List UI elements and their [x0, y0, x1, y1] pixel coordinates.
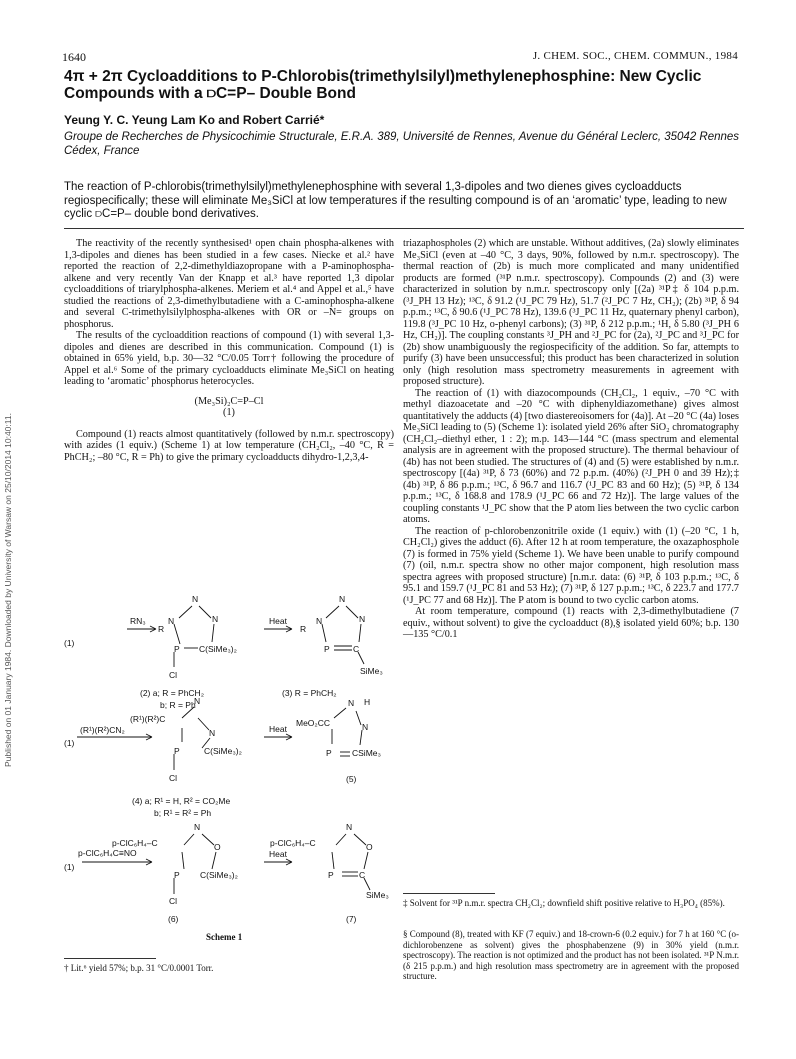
atom-n: N [348, 698, 355, 708]
atom-n: N [339, 594, 346, 604]
footnote-section: § Compound (8), treated with KF (7 equiv.) and 18-crown-6 (0.2 equiv.) for 7 h at 160 °C (o-dichlorobenzene as solvent) gives the phosphabenzene (9) in 30% yield (n.m.r. spectroscopy). The reaction is not optimized and the product has not been isolated. ³¹P N.m.r. (δ 215 p.p.m.) and high resolution mass spectrometry are in agreement with the proposed structure. [403, 929, 739, 981]
heat-label: Heat [269, 724, 287, 734]
affiliation: Groupe de Recherches de Physicochimie Structurale, E.R.A. 389, Université de Rennes, Avenue du Général Leclerc, 35042 Rennes Cédex, France [64, 131, 740, 157]
paragraph: Compound (1) reacts almost quantitatively (followed by n.m.r. spectroscopy) with azides (1 equiv.) (Scheme 1) at low temperature (CH₂Cl₂, –40 °C, R = PhCH₂; –80 °C, R = Ph) to give the primary cycloadducts dihydro-1,2,3,4- [64, 428, 394, 463]
sime3-group: SiMe₃ [360, 666, 383, 676]
atom-n: N [359, 614, 366, 624]
atom-cl: Cl [169, 773, 178, 783]
atom-h: H [364, 697, 371, 707]
csi-group: C(SiMe₃)₂ [204, 746, 242, 756]
aryl-group: p-ClC₆H₄–C [270, 838, 316, 848]
atom-n: N [346, 822, 353, 832]
atom-o: O [366, 842, 373, 852]
atom-p: P [326, 748, 332, 758]
atom-n: N [362, 722, 369, 732]
paragraph: triazaphospholes (2) which are unstable. Without additives, (2a) slowly eliminates Me₃SiCl (even at –40 °C, 3 days, 90%, followed by n.m.r. spectroscopy). The thermal reaction of (2b) is much more complicated and many unidentified products are formed (³¹P n.m.r. spectroscopy). Compounds (2) and (3) were characterized in solution by n.m.r. spectroscopy only [(2a) ³¹P‡ δ 104 p.p.m. (³J_PH 13 Hz); ¹³C, δ 91.2 (¹J_PC 79 Hz), 51.7 (²J_PC 7 Hz, CH₂); (2b) ³¹P, δ 94 p.p.m.; ¹³C, δ 90.6 (¹J_PC 78 Hz), 139.6 (³J_PC 11 Hz, quaternary phenyl carbon), 119.8 (³J_PC 10 Hz, o-phenyl carbons); (3) ³¹P, δ 212 p.p.m.; ¹H, δ 5.80 (³J_PH 6 Hz, CH₂)]. The coupling constants ³J_PH and ²J_PC for (2a), ²J_PC and ³J_PC for (2b) show unambiguously the regiospecificity of the addition. So far, attempts to purify (3) have been unsuccessful; this product has been characterized in solution only (high resolution mass spectrometry measurements in agreement with proposed structure). [403, 238, 739, 387]
heat-label: Heat [269, 849, 287, 859]
csi-group: C(SiMe₃)₂ [199, 644, 237, 654]
paragraph: The reactivity of the recently synthesised¹ open chain phospha-alkenes with 1,3-dipoles and dienes has been studied in a few cases. Niecke et al.² have reported the reaction of 2,2-dimethyldiazopropane with a P-aminophospha-alkene and very recently Van der Knapp et al.³ have reported 1,3 dipolar cycloadditions of triarylphospha-alkenes. Meriem et al.⁴ and Appel et al.,⁵ have studied the reactions of 2,3-dimethylbutadiene with a C-aminophospha-alkene and several C-trimethylsilylphospha-alkenes with OR or –N= groups on phosphorus. [64, 238, 394, 330]
substituent-r: R [158, 624, 165, 634]
atom-p: P [174, 870, 180, 880]
heat-label: Heat [269, 616, 287, 626]
paragraph: The results of the cycloaddition reactions of compound (1) with several 1,3-dipoles and dienes are described in this communication. Compound (1) is obtained in 65% yield, b.p. 30—32 °C/0.05 Torr† following the procedure of Appel et al.⁶ Some of the primary cycloadducts eliminate Me₃SiCl on heating leading to ‘aromatic’ phosphorus heterocycles. [64, 330, 394, 387]
footnote-dagger: † Lit.⁶ yield 57%; b.p. 31 °C/0.0001 Torr. [64, 963, 214, 973]
compound-4a: (4) a; R¹ = H, R² = CO₂Me [132, 796, 231, 806]
compound-2b: b; R = Ph [160, 700, 196, 710]
substituent-r: R [300, 624, 307, 634]
abstract-divider [64, 228, 744, 229]
compound-3: (3) R = PhCH₂ [282, 688, 337, 698]
atom-p: P [324, 644, 330, 654]
atom-cl: Cl [169, 670, 178, 680]
compound-4b: b; R¹ = R² = Ph [154, 808, 212, 818]
atom-c: C [353, 644, 360, 654]
atom-n: N [194, 822, 201, 832]
aryl-group: p-ClC₆H₄–C [112, 838, 158, 848]
footnote-right-block [403, 893, 739, 909]
abstract: The reaction of P-chlorobis(trimethylsilyl)methylenephosphine with several 1,3-dipoles and two dienes gives cycloadducts regiospecifically; these will eliminate Me₃SiCl at low temperatures if the resulting compound is of an ‘aromatic’ type, leading to new cyclic ⫐C=P– double bond derivatives. [64, 181, 727, 220]
sime3-group: SiMe₃ [366, 890, 389, 900]
compound-label: (1) [64, 862, 75, 872]
atom-n: N [316, 616, 323, 626]
atom-o: O [214, 842, 221, 852]
csi-group: C(SiMe₃)₂ [200, 870, 238, 880]
atom-c: C [359, 870, 366, 880]
compound-6: (6) [168, 914, 179, 924]
compound-2a: (2) a; R = PhCH₂ [140, 688, 204, 698]
left-column [64, 238, 394, 463]
paragraph: At room temperature, compound (1) reacts with 2,3-dimethylbutadiene (7 equiv., without solvent) to give the cycloadduct (8),§ isolated yield 60%; b.p. 130—135 °C/0.1 [403, 606, 739, 640]
page-number: 1640 [62, 50, 86, 64]
atom-p: P [328, 870, 334, 880]
atom-cl: Cl [169, 896, 178, 906]
atom-p: P [174, 746, 180, 756]
footnote-double-dagger: ‡ Solvent for ³¹P n.m.r. spectra CH₂Cl₂; downfield shift positive relative to H₃PO₄ (85%). [403, 898, 725, 908]
provenance-sidebar [1, 155, 15, 1025]
compound-7: (7) [346, 914, 357, 924]
atom-n: N [194, 696, 201, 706]
provenance-text: Published on 01 January 1984. Downloaded by University of Warsaw on 25/10/2014 10:40:11. [3, 413, 13, 767]
reagent: (R¹)(R²)CN₂ [80, 725, 125, 735]
csime3-group: CSiMe₃ [352, 748, 381, 758]
compound-label: (1) [64, 738, 75, 748]
atom-p: P [174, 644, 180, 654]
scheme-caption: Scheme 1 [206, 932, 243, 942]
atom-n: N [212, 614, 219, 624]
authors: Yeung Y. C. Yeung Lam Ko and Robert Carrié* [64, 113, 325, 127]
footnote-divider [403, 893, 495, 894]
reagent: p-ClC₆H₄C≡NO [78, 848, 137, 858]
r1r2c-group: (R¹)(R²)C [130, 714, 166, 724]
right-column [403, 238, 739, 641]
footnote-divider [64, 958, 156, 959]
atom-n: N [168, 616, 175, 626]
journal-header: J. CHEM. SOC., CHEM. COMMUN., 1984 [532, 50, 738, 62]
reagent: RN₃ [130, 616, 146, 626]
compound-label: (1) [64, 638, 75, 648]
formula-label: (1) [223, 407, 235, 418]
atom-n: N [192, 594, 199, 604]
paragraph: The reaction of (1) with diazocompounds (CH₂Cl₂, 1 equiv., –70 °C with methyl diazoacetate and –20 °C with diphenyldiazomethane) gives almost quantitatively the adducts (4) [two diastereoisomers for (4a)]. At –20 °C (4a) loses Me₃SiCl leading to (5) (Scheme 1): isolated yield 26% after SiO₂ chromatography (CH₂Cl₂–diethyl ether, 1 : 2); m.p. 143—144 °C (mass spectrum and elemental analysis are in agreement with the proposed structure). The thermal behaviour of (4b) has not been studied. The structures of (4) and (5) were established by n.m.r. spectroscopy [(4a) ³¹P, δ 73 (60%) and 72 p.p.m. (40%) (²J_PH 0 and 39 Hz);‡ (4b) ³¹P, δ 86 p.p.m.; ¹³C, δ 96.7 and 116.7 (¹J_PC 83 and 60 Hz); (5) ³¹P, δ 134 p.p.m.; ¹³C, δ 168.8 and 178.9 (¹J_PC 66 and 72 Hz)]. The large values of the coupling constants ¹J_PC show that the P atom lies between the two cyclic carbon atoms. [403, 387, 739, 525]
scheme-1 [64, 572, 394, 944]
paragraph: The reaction of p-chlorobenzonitrile oxide (1 equiv.) with (1) (–20 °C, 1 h, CH₂Cl₂) gives the adduct (6). After 12 h at room temperature, the oxazaphosphole (7) is formed in 75% yield (Scheme 1). We have been unable to purify compound (7) (oil, n.m.r. spectra show no other major component, high resolution mass spectra agrees with proposed structure) [n.m.r. data: (6) ³¹P, δ 103 p.p.m.; ¹³C, δ 95.1 and 159.7 (¹J_PC 81 and 53 Hz); (7) ³¹P, δ 127 p.p.m.; ¹³C, δ 223.7 and 177.7 (¹J_PC 77 and 68 Hz)]. The P atom is bound to two cyclic carbon atoms. [403, 525, 739, 606]
compound-5: (5) [346, 774, 357, 784]
meo2cc-group: MeO₂CC [296, 718, 330, 728]
atom-n: N [209, 728, 216, 738]
article-title: 4π + 2π Cycloadditions to P-Chlorobis(trimethylsilyl)methylenephosphine: New Cyclic Compounds with a ⫐C=P– Double Bond [64, 68, 702, 102]
formula: (Me₃Si)₂C=P–Cl [194, 395, 264, 407]
footnote-left-block [64, 958, 394, 974]
